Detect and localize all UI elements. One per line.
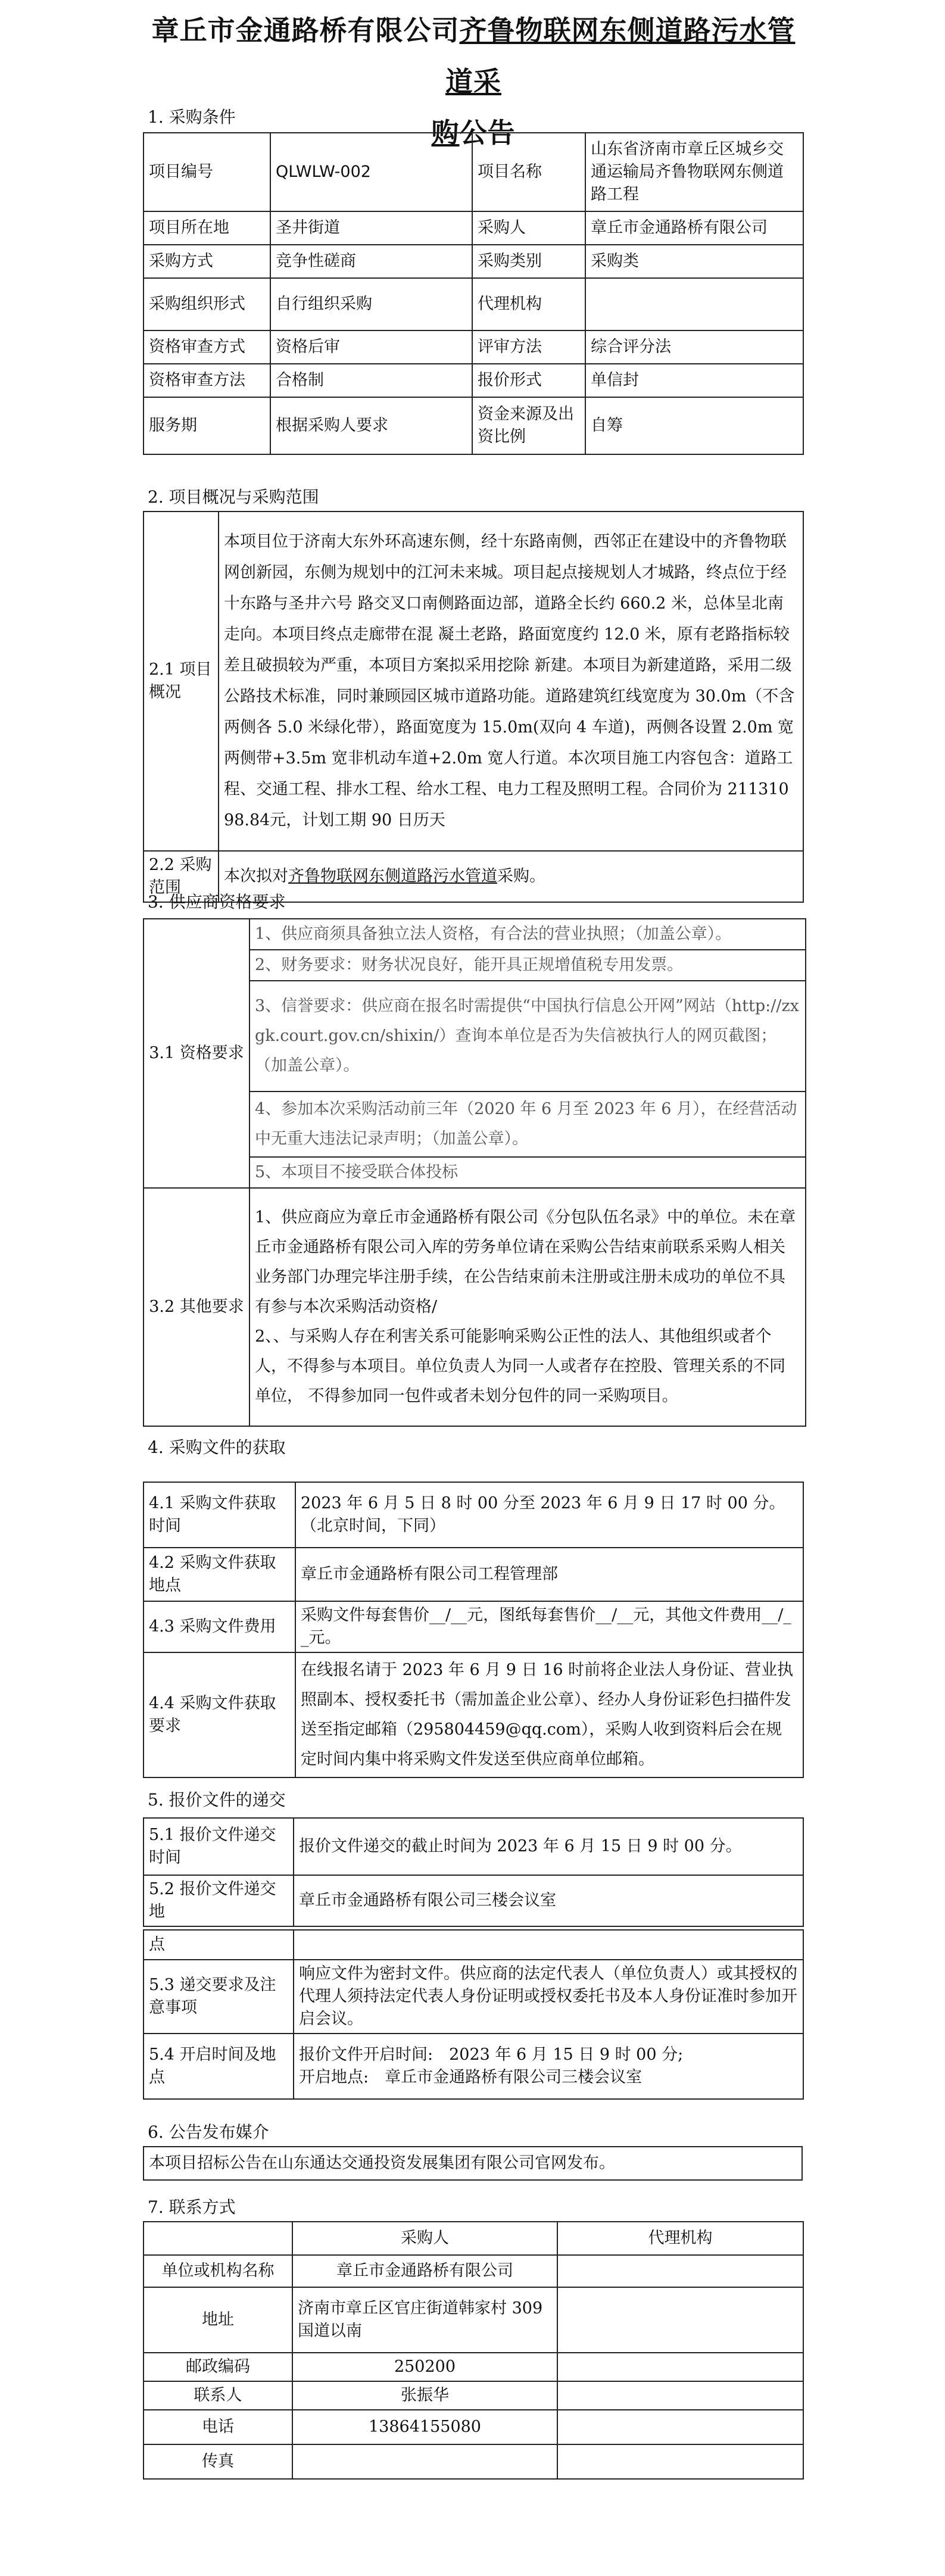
label-method: 采购方式 — [144, 245, 270, 278]
media-text: 本项目招标公告在山东通达交通投资发展集团有限公司官网发布。 — [144, 2147, 802, 2180]
label-service: 服务期 — [144, 397, 270, 454]
label-project-name: 项目名称 — [472, 133, 585, 211]
label-qualification: 3.1 资格要求 — [144, 919, 249, 1188]
label-review: 资格审查方式 — [144, 330, 270, 364]
value-purchaser: 章丘市金通路桥有限公司 — [585, 211, 803, 245]
qualification-item-5: 5、本项目不接受联合体投标 — [249, 1157, 806, 1188]
section-heading-1: 1. 采购条件 — [148, 107, 236, 127]
contact-header-blank — [144, 2222, 292, 2255]
document-acquisition-table — [143, 1482, 804, 1778]
section-heading-2: 2. 项目概况与采购范围 — [148, 487, 319, 507]
value-org: 自行组织采购 — [270, 278, 472, 330]
open-place: 开启地点: 章丘市金通路桥有限公司三楼会议室 — [299, 2068, 643, 2087]
value-scope: 本次拟对齐鲁物联网东侧道路污水管道采购。 — [219, 851, 803, 902]
project-overview-table — [143, 511, 804, 903]
contact-agent-phone — [557, 2410, 803, 2444]
empty-cell — [294, 1930, 803, 1960]
value-acquire-place: 章丘市金通路桥有限公司工程管理部 — [295, 1548, 803, 1601]
value-acquire-req: 在线报名请于 2023 年 6 月 9 日 16 时前将企业法人身份证、营业执照副本、授权委托书（需加盖企业公章）、经办人身份证彩色扫描件发送至指定邮箱（295804459@qq.com），采购人收到资料后会在规定时间内集中将采购文件发送至供应商单位邮箱。 — [295, 1652, 803, 1777]
contact-agent-org — [557, 2255, 803, 2287]
value-acquire-fee: 采购文件每套售价__/__元，图纸每套售价__/__元，其他文件费用__/__元。 — [295, 1601, 803, 1652]
label-purchaser: 采购人 — [472, 211, 585, 245]
title-line-2: 购公告 — [431, 117, 516, 149]
label-acquire-place: 4.2 采购文件获取地点 — [144, 1548, 295, 1601]
value-method: 竞争性磋商 — [270, 245, 472, 278]
label-submit-deadline: 5.1 报价文件递交时间 — [144, 1818, 294, 1875]
contact-label-fax: 传真 — [144, 2444, 292, 2479]
contact-agent-zip — [557, 2353, 803, 2381]
other-requirement-1: 1、供应商应为章丘市金通路桥有限公司《分包队伍名录》中的单位。未在章丘市金通路桥有限公司入库的劳务单位请在采购公告结束前联系采购人相关业务部门办理完毕注册手续，在公告结束前未注册或注册未成功的单位不具有参与本次采购活动资格/ — [255, 1208, 796, 1316]
label-acquire-fee: 4.3 采购文件费用 — [144, 1601, 295, 1652]
label-submit-place-cont: 点 — [144, 1930, 294, 1960]
label-scope: 2.2 采购范围 — [144, 851, 219, 902]
value-overview: 本项目位于济南大东外环高速东侧，经十东路南侧，西邻正在建设中的齐鲁物联网创新园，东侧为规划中的江河未来城。项目起点接规划人才城路，终点位于经十东路与圣井六号 路交叉口南侧路面边部，道路全长约 660.2 米，总体呈北南走向。本项目终点走廊带在混 凝土老路，路面宽度约 12.0 米，原有老路指标较差且破损较为严重，本项目方案拟采用挖除 新建。本项目为新建道路，采用二级公路技术标准，同时兼顾园区城市道路功能。道路建筑红线宽度为 30.0m（不含两侧各 5.0 米绿化带），路面宽度为 15.0m(双向 4 车道)，两侧各设置 2.0m 宽两侧带+3.5m 宽非机动车道+2.0m 宽人行道。本次项目施工内容包含：道路工程、交通工程、排水工程、给水工程、电力工程及照明工程。合同价为 21131098.84元，计划工期 90 日历天 — [219, 512, 803, 851]
contact-label-address: 地址 — [144, 2287, 292, 2353]
label-eval: 评审方法 — [472, 330, 585, 364]
contact-zip: 250200 — [292, 2353, 557, 2381]
section-heading-3: 3. 供应商资格要求 — [148, 892, 286, 912]
label-agent: 代理机构 — [472, 278, 585, 330]
value-review: 资格后审 — [270, 330, 472, 364]
value-submit-place: 章丘市金通路桥有限公司三楼会议室 — [294, 1875, 803, 1926]
contact-phone: 13864155080 — [292, 2410, 557, 2444]
label-open: 5.4 开启时间及地点 — [144, 2034, 294, 2099]
label-acquire-req: 4.4 采购文件获取要求 — [144, 1652, 295, 1777]
contact-header-agent: 代理机构 — [557, 2222, 803, 2255]
contact-table — [143, 2221, 804, 2480]
value-project-name: 山东省济南市章丘区城乡交通运输局齐鲁物联网东侧道路工程 — [585, 133, 803, 211]
label-other-requirements: 3.2 其他要求 — [144, 1188, 249, 1426]
section-heading-5: 5. 报价文件的递交 — [148, 1790, 286, 1810]
contact-person: 张振华 — [292, 2381, 557, 2410]
contact-address: 济南市章丘区官庄街道韩家村 309 国道以南 — [292, 2287, 557, 2353]
label-project-no: 项目编号 — [144, 133, 270, 211]
label-fund: 资金来源及出资比例 — [472, 397, 585, 454]
label-overview: 2.1 项目概况 — [144, 512, 219, 851]
value-submit-deadline: 报价文件递交的截止时间为 2023 年 6 月 15 日 9 时 00 分。 — [294, 1818, 803, 1875]
submission-table-b — [143, 1929, 804, 2100]
contact-org: 章丘市金通路桥有限公司 — [292, 2255, 557, 2287]
section-heading-7: 7. 联系方式 — [148, 2197, 236, 2217]
section-heading-4: 4. 采购文件的获取 — [148, 1437, 286, 1457]
qualification-item-4: 4、参加本次采购活动前三年（2020 年 6 月至 2023 年 6 月），在经营活动中无重大违法记录声明；（加盖公章）。 — [249, 1091, 806, 1157]
other-requirements — [249, 1188, 806, 1426]
qualification-item-1: 1、供应商须具备独立法人资格，有合法的营业执照；（加盖公章）。 — [249, 919, 806, 950]
section-heading-6: 6. 公告发布媒介 — [148, 2122, 269, 2142]
value-eval: 综合评分法 — [585, 330, 803, 364]
contact-agent-fax — [557, 2444, 803, 2479]
label-submit-place: 5.2 报价文件递交地 — [144, 1875, 294, 1926]
value-submit-req: 响应文件为密封文件。供应商的法定代表人（单位负责人）或其授权的代理人须持法定代表人身份证明或授权委托书及本人身份证准时参加开启会议。 — [294, 1960, 803, 2034]
label-submit-req: 5.3 递交要求及注意事项 — [144, 1960, 294, 2034]
value-open — [294, 2034, 803, 2099]
value-location: 圣井街道 — [270, 211, 472, 245]
value-quote: 单信封 — [585, 364, 803, 397]
title-line-1: 章丘市金通路桥有限公司齐鲁物联网东侧道路污水管道采 — [151, 14, 796, 98]
contact-label-person: 联系人 — [144, 2381, 292, 2410]
contact-header-purchaser: 采购人 — [292, 2222, 557, 2255]
value-category: 采购类 — [585, 245, 803, 278]
contact-label-org: 单位或机构名称 — [144, 2255, 292, 2287]
label-org: 采购组织形式 — [144, 278, 270, 330]
qualification-table — [143, 918, 806, 1427]
value-fund: 自筹 — [585, 397, 803, 454]
label-acquire-time: 4.1 采购文件获取时间 — [144, 1482, 295, 1548]
value-agent — [585, 278, 803, 330]
label-review-method: 资格审查方法 — [144, 364, 270, 397]
submission-table-a — [143, 1817, 804, 1927]
value-service: 根据采购人要求 — [270, 397, 472, 454]
other-requirement-2: 2、、与采购人存在利害关系可能影响采购公正性的法人、其他组织或者个人，不得参与本项目。单位负责人为同一人或者存在控股、管理关系的不同单位， 不得参加同一包件或者未划分包件的同一采购项目。 — [255, 1327, 785, 1405]
value-review-method: 合格制 — [270, 364, 472, 397]
label-location: 项目所在地 — [144, 211, 270, 245]
label-category: 采购类别 — [472, 245, 585, 278]
contact-fax — [292, 2444, 557, 2479]
contact-label-phone: 电话 — [144, 2410, 292, 2444]
contact-agent-address — [557, 2287, 803, 2353]
qualification-item-3: 3、信誉要求：供应商在报名时需提供“中国执行信息公开网”网站（http://zxgk.court.gov.cn/shixin/）查询本单位是否为失信被执行人的网页截图；（加盖公章）。 — [249, 981, 806, 1091]
value-acquire-time: 2023 年 6 月 5 日 8 时 00 分至 2023 年 6 月 9 日 17 时 00 分。（北京时间，下同） — [295, 1482, 803, 1548]
media-table — [143, 2146, 803, 2181]
label-quote: 报价形式 — [472, 364, 585, 397]
qualification-item-2: 2、财务要求：财务状况良好，能开具正规增值税专用发票。 — [249, 950, 806, 981]
open-time: 报价文件开启时间: 2023 年 6 月 15 日 9 时 00 分; — [299, 2045, 684, 2064]
value-project-no: QLWLW-002 — [270, 133, 472, 211]
procurement-conditions-table — [143, 132, 804, 455]
contact-label-zip: 邮政编码 — [144, 2353, 292, 2381]
contact-agent-person — [557, 2381, 803, 2410]
